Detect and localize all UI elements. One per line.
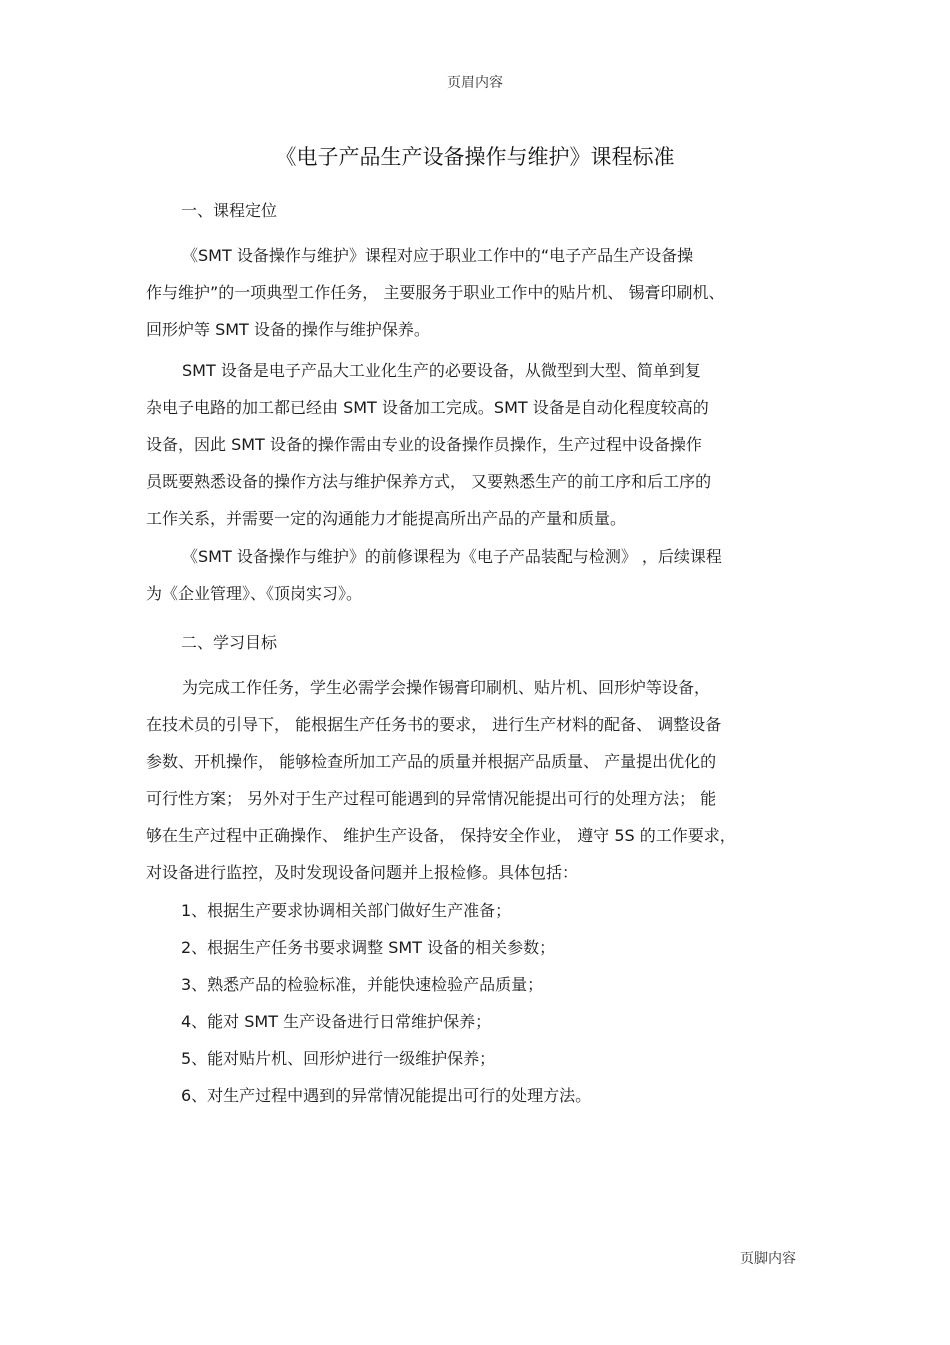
text-line: SMT 设备是电子产品大工业化生产的必要设备，从微型到大型、简单到复: [182, 361, 701, 380]
text-line: 为《企业管理》、《顶岗实习》。: [146, 584, 363, 603]
list-item: 3、熟悉产品的检验标准，并能快速检验产品质量；: [181, 975, 544, 994]
text-line: 《SMT 设备操作与维护》课程对应于职业工作中的“电子产品生产设备操: [182, 246, 694, 265]
objective-list: [181, 896, 591, 1118]
text-line: 杂电子电路的加工都已经由 SMT 设备加工完成。SMT 设备是自动化程度较高的: [146, 398, 709, 417]
text-line: 为完成工作任务，学生必需学会操作锡膏印刷机、贴片机、回形炉等设备，: [182, 678, 711, 697]
page-header: 页眉内容: [447, 75, 503, 91]
text-line: 《SMT 设备操作与维护》的前修课程为《电子产品装配与检测》 ，后续课程: [182, 547, 722, 566]
list-item: 2、根据生产任务书要求调整 SMT 设备的相关参数；: [181, 938, 556, 957]
list-item: 4、能对 SMT 生产设备进行日常维护保养；: [181, 1012, 492, 1031]
paragraph: [146, 241, 808, 352]
document-title: 《电子产品生产设备操作与维护》课程标准: [275, 145, 675, 169]
page-footer: 页脚内容: [740, 1251, 796, 1267]
paragraph: [146, 673, 808, 895]
text-line: 可行性方案； 另外对于生产过程可能遇到的异常情况能提出可行的处理方法； 能: [146, 789, 717, 808]
text-line: 回形炉等 SMT 设备的操作与维护保养。: [146, 320, 430, 339]
list-item: 6、对生产过程中遇到的异常情况能提出可行的处理方法。: [181, 1086, 592, 1105]
paragraph: [146, 542, 808, 616]
text-line: 员既要熟悉设备的操作方法与维护保养方式， 又要熟悉生产的前工序和后工序的: [146, 472, 712, 491]
text-line: 在技术员的引导下， 能根据生产任务书的要求， 进行生产材料的配备、 调整设备: [146, 715, 722, 734]
text-line: 工作关系，并需要一定的沟通能力才能提高所出产品的产量和质量。: [146, 509, 627, 528]
text-line: 对设备进行监控，及时发现设备问题并上报检修。具体包括：: [146, 863, 579, 882]
text-line: 够在生产过程中正确操作、 维护生产设备， 保持安全作业， 遵守 5S 的工作要求，: [146, 826, 736, 845]
text-line: 作与维护”的一项典型工作任务， 主要服务于职业工作中的贴片机、 锡膏印刷机、: [146, 283, 725, 302]
list-item: 1、根据生产要求协调相关部门做好生产准备；: [181, 901, 512, 920]
text-line: 参数、开机操作， 能够检查所加工产品的质量并根据产品质量、 产量提出优化的: [146, 752, 717, 771]
list-item: 5、能对贴片机、回形炉进行一级维护保养；: [181, 1049, 496, 1068]
section-heading-course-positioning: 一、课程定位: [181, 201, 278, 220]
section-heading-learning-objectives: 二、学习目标: [181, 633, 278, 652]
text-line: 设备，因此 SMT 设备的操作需由专业的设备操作员操作，生产过程中设备操作: [146, 435, 702, 454]
paragraph: [146, 356, 808, 541]
